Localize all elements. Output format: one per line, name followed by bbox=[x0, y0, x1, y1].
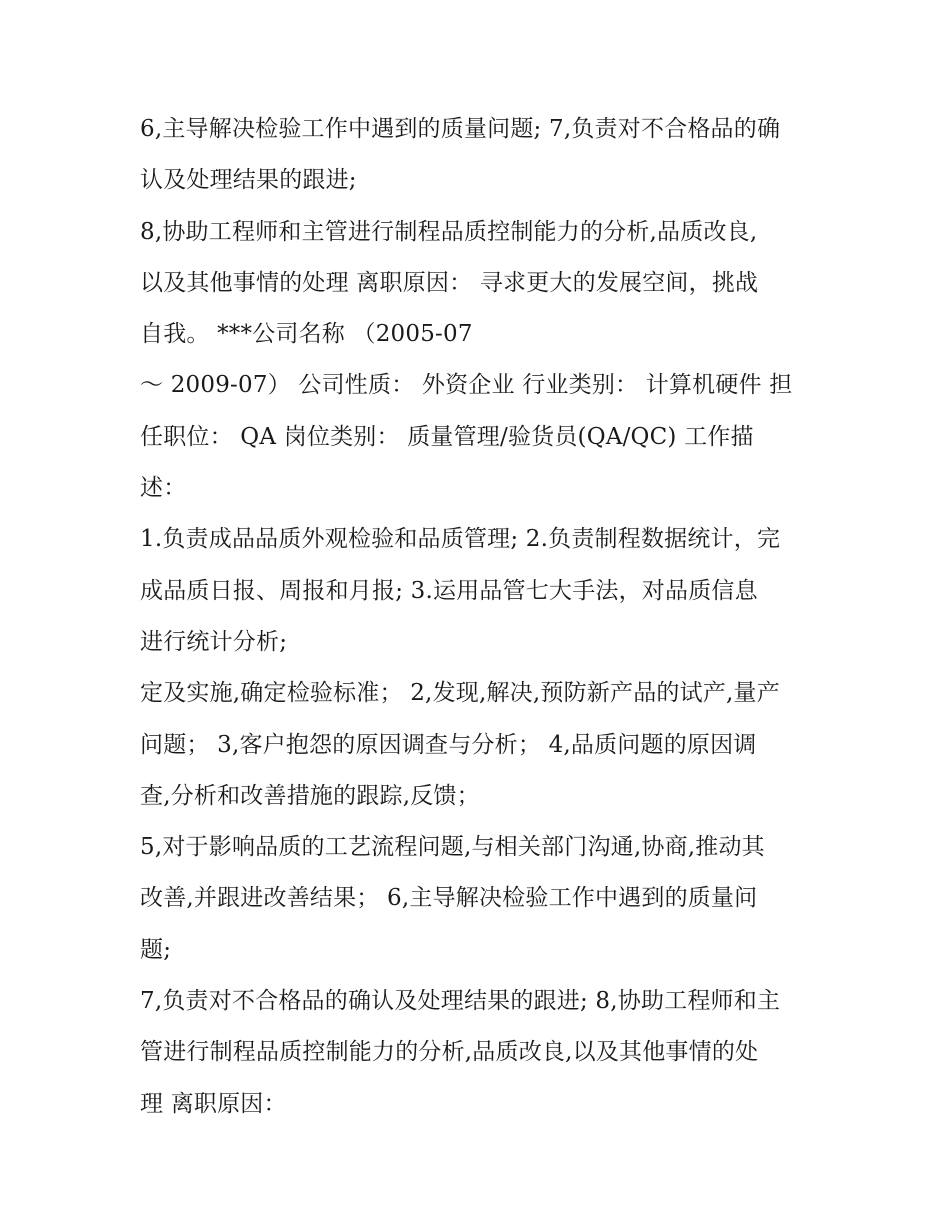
text-line: 题; bbox=[140, 936, 172, 963]
text-line: 任职位： QA 岗位类别： 质量管理/验货员(QA/QC) 工作描 bbox=[140, 423, 754, 450]
text-line: 5,对于影响品质的工艺流程问题,与相关部门沟通,协商,推动其 bbox=[140, 834, 765, 861]
document-body bbox=[140, 104, 820, 1130]
text-line: 改善,并跟进改善结果； 6,主导解决检验工作中遇到的质量问 bbox=[140, 885, 758, 912]
text-line: 认及处理结果的跟进; bbox=[140, 167, 357, 194]
text-line: 以及其他事情的处理 离职原因： 寻求更大的发展空间，挑战 bbox=[140, 269, 759, 296]
text-line: 定及实施,确定检验标准； 2,发现,解决,预防新产品的试产,量产 bbox=[140, 680, 780, 707]
text-line: 查,分析和改善措施的跟踪,反馈； bbox=[140, 782, 480, 809]
text-line: 述： bbox=[140, 475, 187, 502]
text-line: 自我。 ***公司名称 （2005-07 bbox=[140, 321, 473, 348]
text-line: ～ 2009-07） 公司性质： 外资企业 行业类别： 计算机硬件 担 bbox=[140, 372, 793, 399]
text-line: 进行统计分析; bbox=[140, 628, 288, 655]
text-line: 8,协助工程师和主管进行制程品质控制能力的分析,品质改良, bbox=[140, 218, 758, 245]
text-line: 成品质日报、周报和月报; 3.运用品管七大手法，对品质信息 bbox=[140, 577, 758, 604]
text-line: 6,主导解决检验工作中遇到的质量问题; 7,负责对不合格品的确 bbox=[140, 116, 781, 142]
text-line: 1.负责成品品质外观检验和品质管理; 2.负责制程数据统计，完 bbox=[140, 526, 781, 553]
text-line: 7,负责对不合格品的确认及处理结果的跟进; 8,协助工程师和主 bbox=[140, 988, 781, 1015]
text-line: 问题； 3,客户抱怨的原因调查与分析； 4,品质问题的原因调 bbox=[140, 731, 757, 758]
text-line: 管进行制程品质控制能力的分析,品质改良,以及其他事情的处 bbox=[140, 1039, 759, 1066]
text-line: 理 离职原因： bbox=[140, 1090, 287, 1117]
